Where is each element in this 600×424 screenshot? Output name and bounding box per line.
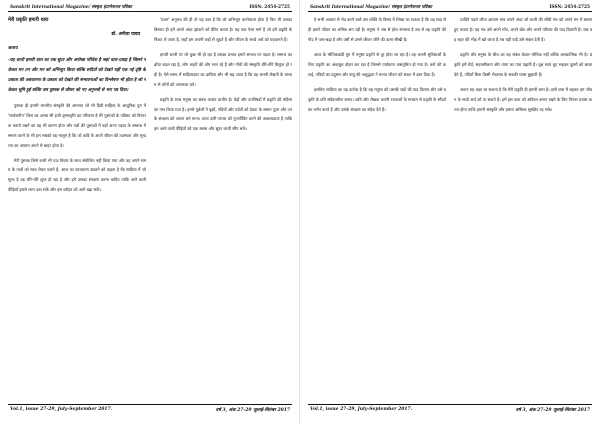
page-footer: [10, 407, 290, 413]
paragraph: प्रकृति के साथ मनुष्य का संबंध अत्यंत प्राचीन है। वेदों और उपनिषदों में प्रकृति की महिमा का गान किया गया है। हमारे पूर्वजों ने वृक्षों, नदियों और पर्वतों को देवता के समान पूजा और उनके संरक्षण को अपना धर्म माना। आज उसी परंपरा को पुनर्जीवित करने की आवश्यकता है ताकि हम आने वाली पीढ़ियों को एक स्वस्थ और सुंदर धरती सौंप सकें।: [154, 96, 292, 132]
volume-label: Vol.1, issue 27-29, July-September 2017.: [310, 407, 413, 412]
issn-label: ISSN: 2454-2725: [249, 4, 290, 10]
paragraph: आज के भौतिकवादी युग में मनुष्य प्रकृति से दूर होता जा रहा है। वह अपनी सुविधाओं के लिए प्रकृति का अंधाधुंध दोहन कर रहा है जिससे पर्यावरण असंतुलित हो गया है। वनों की कटाई, नदियों का प्रदूषण और वायु की अशुद्धता ने मानव जीवन को संकट में डाल दिया है।: [308, 52, 446, 77]
paragraph: व्यक्ति पहले जीता आयाम मात्र अपने अंदर जो धरती की सोंधी गंध को अपने मन में बसाए हुए चलता है। यह गंध उसे अपने गाँव, अपने खेत और अपने परिवार की याद दिलाती है। जब वह शहर की भीड़ में खो जाता है तब यही यादें उसे संबल देती हैं।: [454, 17, 592, 43]
right-page: [300, 0, 600, 424]
paragraph: अंततः यह कहा जा सकता है कि मेरी प्रकृति ही हमारी धारा है। इसी धारा में बहकर हम जीवन के सच्चे अर्थ को पा सकते हैं। हमें इस धारा को अविरल बनाए रखने के लिए निरंतर प्रयास करना होगा ताकि हमारी संस्कृति और हमारा अस्तित्व सुरक्षित रह सके।: [454, 86, 592, 112]
volume-label: Vol.1, issue 27-29, July-September 2017.: [10, 407, 113, 412]
column-1: [8, 15, 146, 405]
abstract-label: आशय: [8, 46, 18, 52]
header-rule: [308, 11, 592, 12]
text-columns: [308, 15, 592, 405]
paragraph: इसलिए साहित्य का यह कर्तव्य है कि वह मनुष्य को उसकी जड़ों की याद दिलाए और उसे प्रकृति के प्रति संवेदनशील बनाए। कवि और लेखक अपनी रचनाओं के माध्यम से प्रकृति के सौंदर्य का वर्णन करते हैं और उसके संरक्षण का संदेश देते हैं।: [308, 86, 446, 112]
issn-label: ISSN: 2454-2725: [549, 4, 590, 10]
paragraph: ये सभी आयाम से भेद करने वाले उस शक्ति के विषय में लिखा जा सकता है कि वह सदा से ही हमारे जीवन का अभिन्न अंग रही है। मनुष्य ने जब से होश संभाला है तब से वह प्रकृति की गोद में पला-बढ़ा है और उसी से उसने जीवन जीने की कला सीखी है।: [308, 17, 446, 43]
volume-hindi-label: वर्ष 3, अंक 27-29 जुलाई-सितंबर 2017: [215, 408, 290, 413]
column-1: [308, 15, 446, 405]
page-header: [8, 4, 292, 11]
paragraph: प्रकृति और मनुष्य के बीच का यह संबंध केवल भौतिक नहीं बल्कि आध्यात्मिक भी है। प्रकृति हमें धैर्य, सहनशीलता और त्याग का पाठ पढ़ाती है। वृक्ष स्वयं धूप सहकर दूसरों को छाया देते हैं, नदियाँ बिना किसी भेदभाव के सबकी प्यास बुझाती हैं।: [454, 52, 592, 77]
footer-rule: [8, 404, 292, 405]
paragraph: हमारी धरती पर जो कुछ भी हो रहा है उसका प्रभाव हमारे समाज पर पड़ता है। समाज का ढाँचा बदल रहा है, लोग शहरों की ओर भाग रहे हैं और गाँवों की संस्कृति धीरे-धीरे विलुप्त हो रही है। ऐसे समय में साहित्यकार का दायित्व और भी बढ़ जाता है कि वह अपनी लेखनी के माध्यम से लोगों को जागरूक करे।: [154, 52, 292, 87]
page-header: [308, 4, 592, 11]
paragraph: पुस्तक ही हमारी भारतीय संस्कृति की अमानत जो भी हिंदी साहित्य के आधुनिक युग में 'सार्वजनीन' जिस का अभय सी हजी कृष्णवृत्ति का परिणाम है मेरे पुस्तकों के पत्रिका को निरंतरता बनाये रखने का वह भी कारण होता और पत्रों की पुस्तकों में यहाँ अन्तः पड़ाव के सम्बन्ध में स्मरण करने के भी हम सबको यह मालूम है कि जो कवि के अपने जीवन की तटस्थता और सुन्दरता का आयाम अपने से बाहर होता है।: [8, 103, 146, 148]
journal-title: Sanskrit International Magazine/ संस्कृत इंटरनेशनल पत्रिका: [310, 5, 432, 10]
article-title: मेरी प्रकृति हमारी धारा: [8, 17, 49, 24]
paragraph: 'प्रथम' अनुभव की ही तो यह बात है कि जो अभिभूत करनेवाला होता है फिर भी उसका विस्तार ही हमें अपने अंदर झांकने को प्रेरित करता है। यह एक ऐसा मार्ग है जो हमें प्रकृति के निकट ले जाता है, जहाँ हम अपनी जड़ों से जुड़ते हैं और जीवन के सच्चे अर्थ को पहचानते हैं।: [154, 17, 292, 43]
column-2: [154, 15, 292, 405]
page-footer: [310, 407, 590, 413]
abstract-text: -यह धरती हमारी धारा का एक सुंदर और अनोखा परिवेश है जहां धारा-प्रवाह है जिसने न केवल मन तन और मन को अभिभूत किया बल्कि सदियों को देखते यहीं एक नई दृष्टि के प्रकाश की अवधारणा के प्रकाश को देखते की संभावनाओं का विश्लेषण भी होता है जो न केवल भूमि हुई बल्कि उस पुस्तक से जीवन को नए अनुभवों से भरा पत्र दिया।: [8, 58, 146, 94]
journal-title: Sanskrit International Magazine/ संस्कृत इंटरनेशनल पत्रिका: [10, 5, 132, 10]
paragraph: मेरी पुस्तक जिसे कभी भी एक विचार के साथ संयोजित नहीं किया गया और वह अपने समय के तत्वों को साथ लेकर चलते हैं, आज का वातावरण बदलने को कहता है कि साहित्य में जो मूल्य है वह धीरे-धीरे लुप्त हो रहा है और हमें उसका संरक्षण करना चाहिए ताकि आने वाली पीढ़ियाँ इससे लाभ उठा सकें और इस धरोहर को आगे बढ़ा सकें।: [8, 157, 146, 193]
column-2: [454, 15, 592, 405]
volume-hindi-label: वर्ष 3, अंक 27-29 जुलाई-सितंबर 2017: [515, 408, 590, 413]
text-columns: [8, 15, 292, 405]
header-rule: [8, 11, 292, 12]
article-author: डॉ. अनीता यादव: [111, 32, 140, 38]
footer-rule: [308, 404, 592, 405]
